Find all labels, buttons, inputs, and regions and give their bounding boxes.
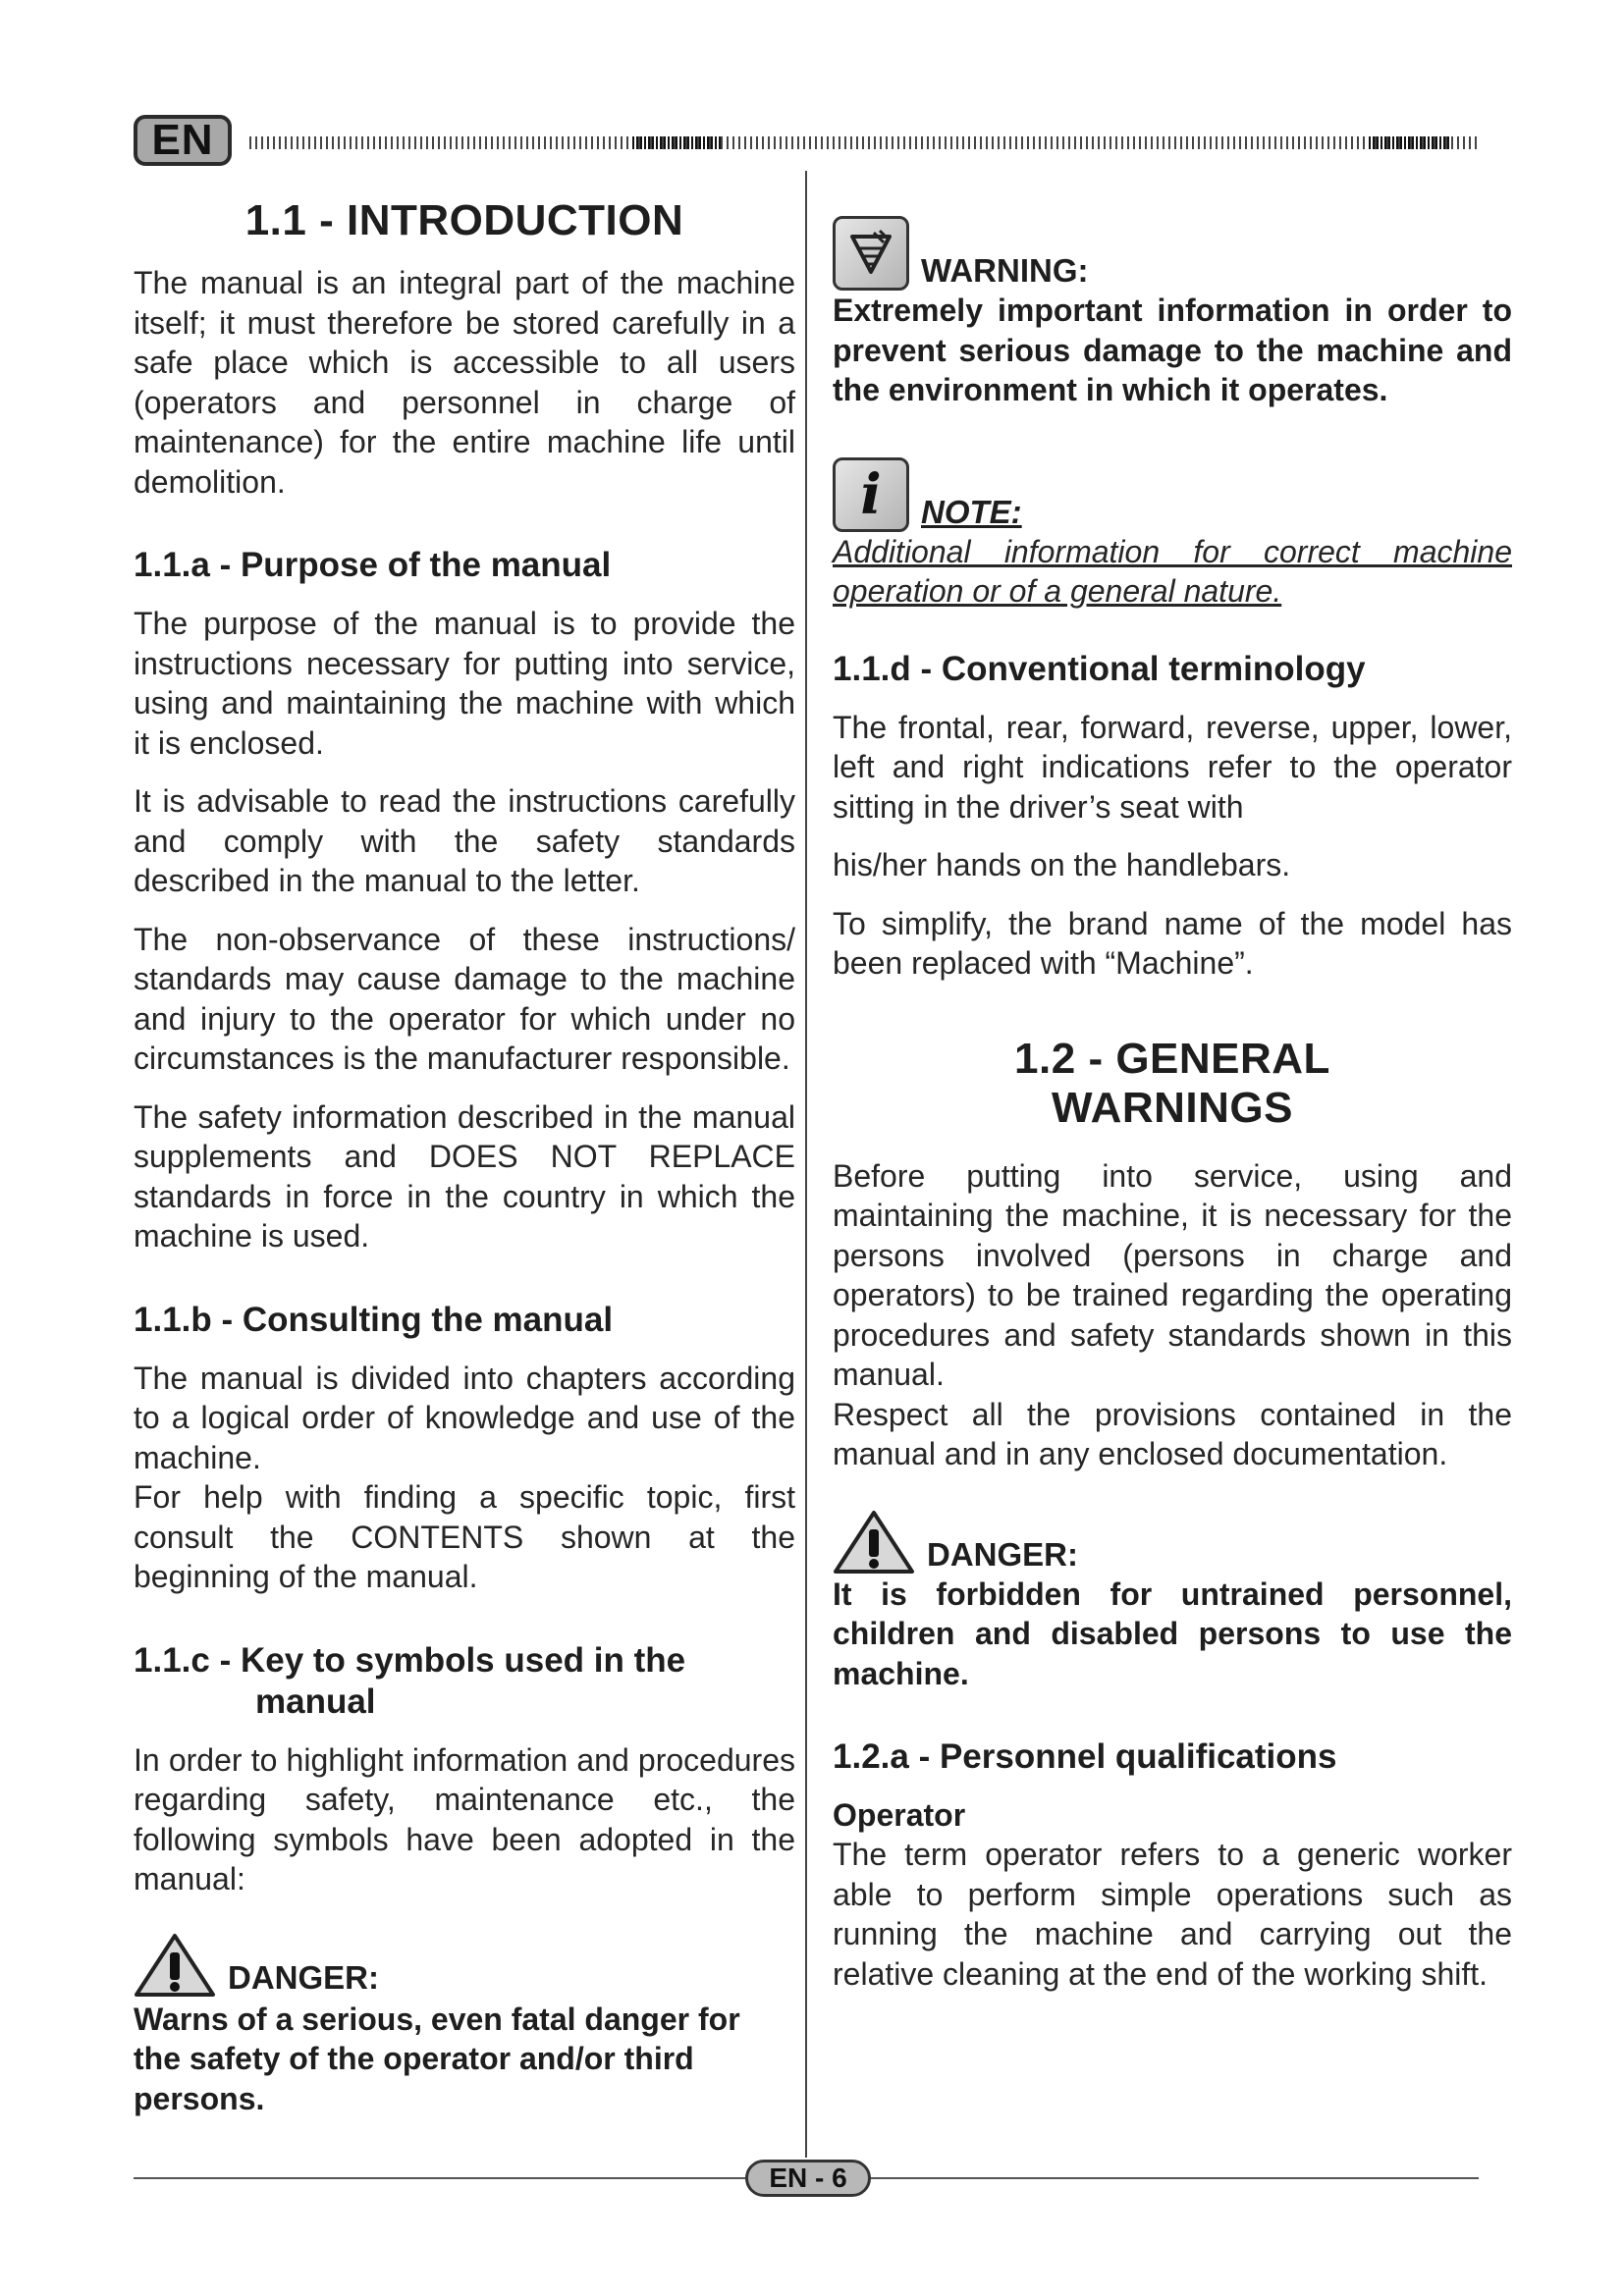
terminology-title: 1.1.d - Conventional terminology xyxy=(833,649,1366,688)
purpose-paragraph-4: The safety information described in the manual supplements and DOES NOT REPLACE standards in force in the country in which the machine is used. xyxy=(134,1098,795,1254)
operator-text: The term operator refers to a generic worker able to perform simple operations such as running the machine and carrying out the relative cleaning at the end of the working shift. xyxy=(833,1837,1512,1992)
warning-text: Extremely important information in order to prevent serious damage to the machine and the environment in which it operates. xyxy=(833,293,1512,407)
personnel-title: 1.2.a - Personnel qualifications xyxy=(833,1737,1337,1776)
danger-icon xyxy=(134,1933,216,1998)
language-badge: EN xyxy=(134,115,232,166)
symbols-text: In order to highlight information and procedures regarding safety, maintenance etc., the following symbols have been adopted in the manual: xyxy=(134,1741,795,1896)
consulting-paragraph-2: For help with finding a specific topic, first consult the CONTENTS shown at the beginning of the manual. xyxy=(134,1479,795,1594)
danger-icon xyxy=(833,1510,915,1575)
header-rule xyxy=(249,136,1479,149)
warning-label: WARNING: xyxy=(921,252,1089,289)
general-warnings-title: 1.2 - GENERAL WARNINGS xyxy=(1014,1034,1330,1132)
warning-symbol-row xyxy=(833,216,1512,291)
terminology-paragraph-2: his/her hands on the handlebars. xyxy=(833,847,1291,882)
warning-icon xyxy=(833,216,909,291)
purpose-paragraph-3: The non-observance of these instructions/ standards may cause damage to the machine and injury to the operator for which under no circumstances is the manufacturer responsible. xyxy=(134,921,795,1076)
purpose-paragraph-1: The purpose of the manual is to provide the instructions necessary for putting into service, using and maintaining the machine with which it is enclosed. xyxy=(134,606,795,761)
intro-text: The manual is an integral part of the machine itself; it must therefore be stored carefully in a safe place which is accessible to all users (operators and personnel in charge of maintenance) for the entire machine life until demolition. xyxy=(134,265,795,500)
general-paragraph-2: Respect all the provisions contained in the manual and in any enclosed documentation. xyxy=(833,1396,1512,1471)
purpose-paragraph-2: It is advisable to read the instructions carefully and comply with the safety standards described in the manual to the letter. xyxy=(134,783,795,898)
left-column xyxy=(134,196,795,2118)
danger-symbol-row xyxy=(134,1933,795,1998)
intro-title: 1.1 - INTRODUCTION xyxy=(244,196,684,244)
operator-subtitle: Operator xyxy=(833,1797,966,1833)
note-label: NOTE: xyxy=(921,493,1022,530)
general-danger-row xyxy=(833,1510,1512,1575)
general-danger-label: DANGER: xyxy=(927,1535,1078,1573)
terminology-paragraph-1: The frontal, rear, forward, reverse, upper, lower, left and right indications refer to the operator sitting in the driver’s seat with xyxy=(833,709,1512,825)
consulting-paragraph-1: The manual is divided into chapters according to a logical order of knowledge and use of the machine. xyxy=(134,1360,795,1475)
terminology-paragraph-3: To simplify, the brand name of the model has been replaced with “Machine”. xyxy=(833,905,1512,981)
note-symbol-row xyxy=(833,457,1512,532)
purpose-title: 1.1.a - Purpose of the manual xyxy=(134,546,612,584)
right-column xyxy=(833,216,1512,1994)
danger-text: Warns of a serious, even fatal danger for the safety of the operator and/or third persons. xyxy=(134,2001,740,2116)
general-paragraph-1: Before putting into service, using and maintaining the machine, it is necessary for the persons involved (persons in charge and operators) to be trained regarding the operating procedures and safety standards shown in this manual. xyxy=(833,1157,1512,1392)
column-divider xyxy=(805,171,807,2158)
note-text: Additional information for correct machine operation or of a general nature. xyxy=(833,533,1512,609)
info-icon: i xyxy=(833,457,909,532)
symbols-title: 1.1.c - Key to symbols used in the manual xyxy=(134,1640,686,1721)
danger-label: DANGER: xyxy=(228,1958,379,1996)
page-number: EN - 6 xyxy=(745,2160,871,2197)
general-danger-text: It is forbidden for untrained personnel, children and disabled persons to use the machine. xyxy=(833,1575,1512,1691)
consulting-title: 1.1.b - Consulting the manual xyxy=(134,1300,614,1339)
